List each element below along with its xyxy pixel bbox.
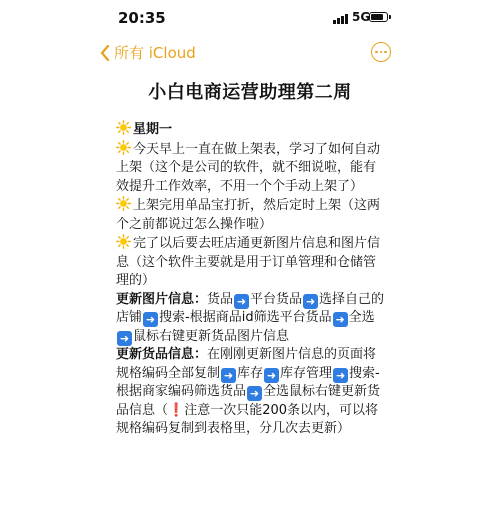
sun-icon — [116, 196, 131, 211]
ellipsis-icon — [375, 51, 378, 54]
more-options-button[interactable] — [371, 42, 391, 62]
arrow-right-icon: ➜ — [333, 312, 348, 327]
paragraph-1: 今天早上一直在做上架表，学习了如何自动上架（这个是公司的软件，就不细说啦，能有效提升工作效率，不用一个个手动上架了） — [116, 141, 381, 194]
battery-icon — [369, 12, 388, 22]
cellular-signal-icon — [333, 13, 348, 24]
arrow-right-icon: ➜ — [221, 368, 236, 383]
paragraph-2: 上架完用单品宝打折，然后定时上架（这两个之前都说过怎么操作啦） — [116, 198, 381, 232]
sun-icon — [116, 140, 131, 155]
arrow-right-icon: ➜ — [303, 294, 318, 309]
back-label: 所有 iCloud — [114, 44, 196, 62]
arrow-right-icon: ➜ — [234, 294, 249, 309]
back-button[interactable] — [100, 42, 196, 63]
section-label: 更新图片信息： — [116, 291, 208, 307]
exclamation-icon: ❗ — [168, 402, 185, 418]
note-body[interactable] — [116, 120, 388, 439]
arrow-right-icon: ➜ — [117, 331, 132, 346]
status-time: 20:35 — [118, 9, 166, 27]
status-bar — [0, 0, 500, 36]
arrow-right-icon: ➜ — [264, 368, 279, 383]
note-title: 小白电商运营助理第二周 — [148, 82, 352, 103]
sun-icon — [116, 234, 131, 249]
section-label: 更新货品信息： — [116, 347, 208, 362]
arrow-right-icon: ➜ — [247, 386, 262, 401]
paragraph-3: 完了以后要去旺店通更新图片信息和图片信息（这个软件主要就是用于订单管理和仓储管理的） — [116, 236, 381, 288]
sun-icon — [116, 120, 131, 135]
network-type: 5G — [352, 10, 371, 24]
day-heading: 星期一 — [116, 120, 388, 140]
paragraph-update-images: 更新图片信息：货品 ➜ 平台货品 ➜ 选择自己的店铺 ➜ 搜索-根据商品id筛选平台货品 ➜ 全选➜ 鼠标右键更新货品图片信息 — [116, 291, 385, 345]
arrow-right-icon: ➜ — [333, 368, 348, 383]
nav-bar — [0, 38, 500, 72]
paragraph-update-goods: 更新货品信息：在刚刚更新图片信息的页面将规格编码全部复制 ➜ 库存 ➜ 库存管理 ➜ 搜索-根据商家编码筛选货品 ➜ 全选鼠标右键更新货品信息（❗注意一次只能200条以内，可以将规格编码复制到表格里，分几次去更新） — [116, 347, 381, 436]
chevron-left-icon — [100, 45, 110, 61]
arrow-right-icon: ➜ — [143, 312, 158, 327]
